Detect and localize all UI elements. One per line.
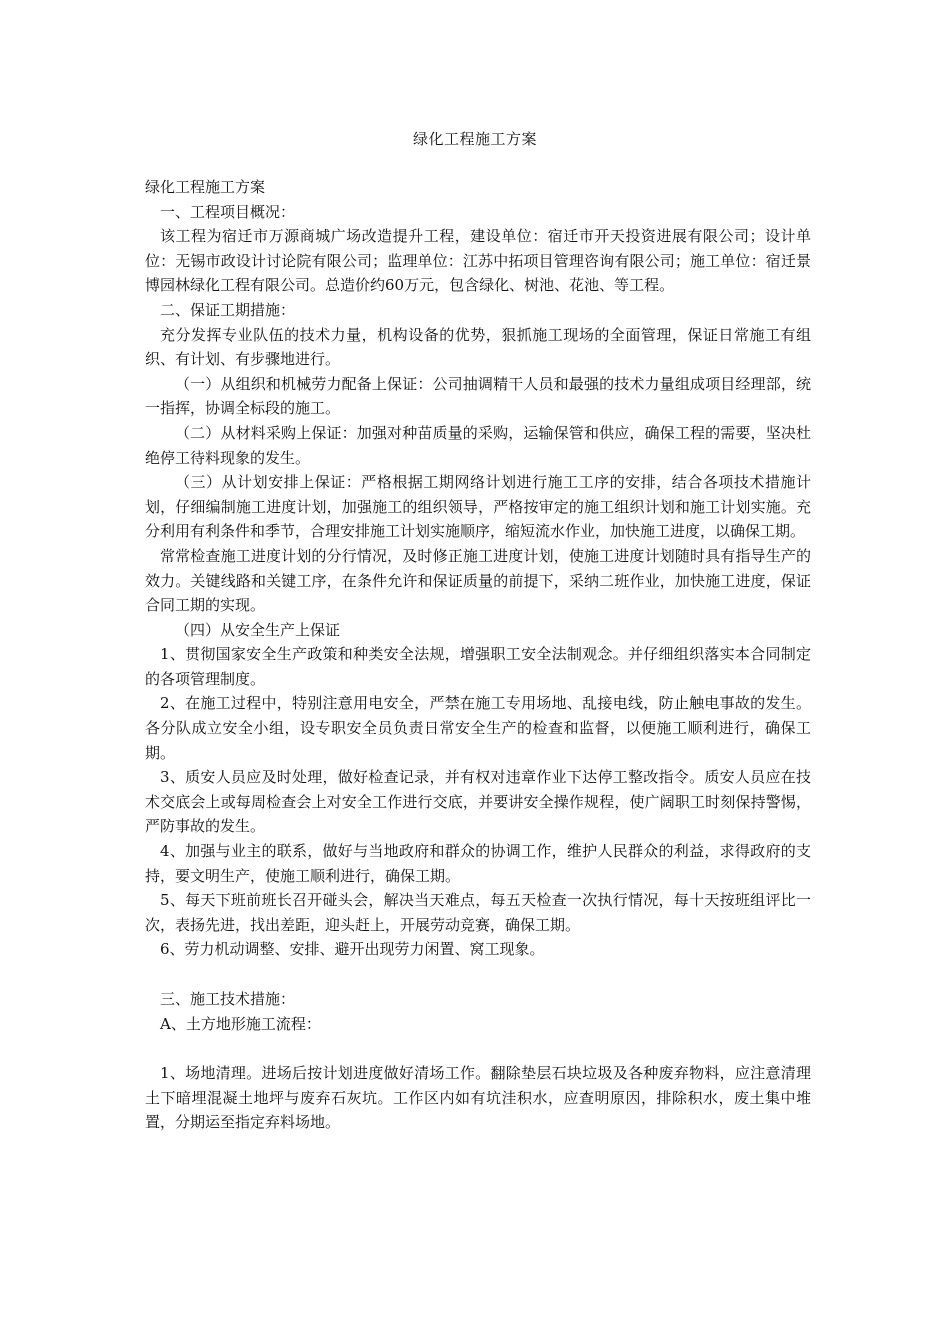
subheading-earthwork: A、土方地形施工流程： [160, 1014, 321, 1033]
paragraph-organization: （一）从组织和机械劳力配备上保证：公司抽调精干人员和最强的技术力量组成项目经理部，统一指挥，协调全标段的施工。 [145, 374, 811, 418]
list-item-safety-2: 2、在施工过程中，特别注意用电安全，严禁在施工专用场地、乱接电线，防止触电事故的发生。各分队成立安全小组，设专职安全员负责日常安全生产的检查和监督，以便施工顺利进行，确保工期。 [145, 694, 811, 762]
list-item-site-clearing: 1、场地清理。进场后按计划进度做好清场工作。翻除垫层石块垃圾及各种废弃物料，应注意清理土下暗埋混凝土地坪与废弃石灰坑。工作区内如有坑洼积水，应查明原因，排除积水，废土集中堆置，分期运至指定弃料场地。 [145, 1064, 811, 1132]
document-title: 绿化工程施工方案 [412, 130, 537, 148]
paragraph-schedule-intro: 充分发挥专业队伍的技术力量，机构设备的优势，狠抓施工现场的全面管理，保证日常施工有组织、有计划、有步骤地进行。 [145, 325, 811, 369]
paragraph-planning: （三）从计划安排上保证：严格根据工期网络计划进行施工工序的安排，结合各项技术措施计划，仔细编制施工进度计划，加强施工的组织领导，严格按审定的施工组织计划和施工计划实施。充分利用有利条件和季节，合理安排施工计划实施顺序，缩短流水作业，加快施工进度，以确保工期。 [145, 473, 811, 541]
section-heading-1: 一、工程项目概况： [160, 202, 296, 221]
blank-line [145, 962, 811, 987]
subheading-safety: （四）从安全生产上保证 [175, 620, 341, 639]
list-item-safety-4: 4、加强与业主的联系，做好与当地政府和群众的协调工作，维护人民群众的利益，求得政府的支持，要文明生产，使施工顺利进行，确保工期。 [145, 842, 811, 885]
list-item-safety-5: 5、每天下班前班长召开碰头会，解决当天难点，每五天检查一次执行情况，每十天按班组评比一次，表扬先进，找出差距，迎头赶上，开展劳动竞赛，确保工期。 [145, 891, 811, 934]
paragraph-progress-check: 常常检查施工进度计划的分行情况，及时修正施工进度计划，使施工进度计划随时具有指导生产的效力。关键线路和关键工序，在条件允许和保证质量的前提下，采纳二班作业，加快施工进度，保证合同工期的实现。 [145, 546, 811, 615]
blank-line [145, 1036, 811, 1061]
list-item-safety-1: 1、贯彻国家安全生产政策和种类安全法规，增强职工安全法制观念。并仔细组织落实本合同制定的各项管理制度。 [145, 645, 811, 688]
list-item-safety-3: 3、质安人员应及时处理，做好检查记录，并有权对违章作业下达停工整改指令。质安人员应在技术交底会上或每周检查会上对安全工作进行交底，并要讲安全操作规程，使广阔职工时刻保持警惕，严防事故的发生。 [145, 768, 811, 836]
document-body [145, 175, 811, 1135]
paragraph-project-overview: 该工程为宿迁市万源商城广场改造提升工程，建设单位：宿迁市开天投资进展有限公司；设计单位：无锡市政设计讨论院有限公司；监理单位：江苏中拓项目管理咨询有限公司；施工单位：宿迁景博园林绿化工程有限公司。总造价约60万元，包含绿化、树池、花池、等工程。 [145, 227, 811, 295]
section-heading-3: 三、施工技术措施： [160, 990, 296, 1008]
paragraph-materials: （二）从材料采购上保证：加强对种苗质量的采购，运输保管和供应，确保工程的需要，坚决杜绝停工待料现象的发生。 [145, 423, 811, 467]
list-item-safety-6: 6、劳力机动调整、安排、避开出现劳力闲置、窝工现象。 [160, 940, 545, 959]
section-heading-2: 二、保证工期措施： [160, 300, 296, 319]
body-heading: 绿化工程施工方案 [145, 178, 266, 196]
